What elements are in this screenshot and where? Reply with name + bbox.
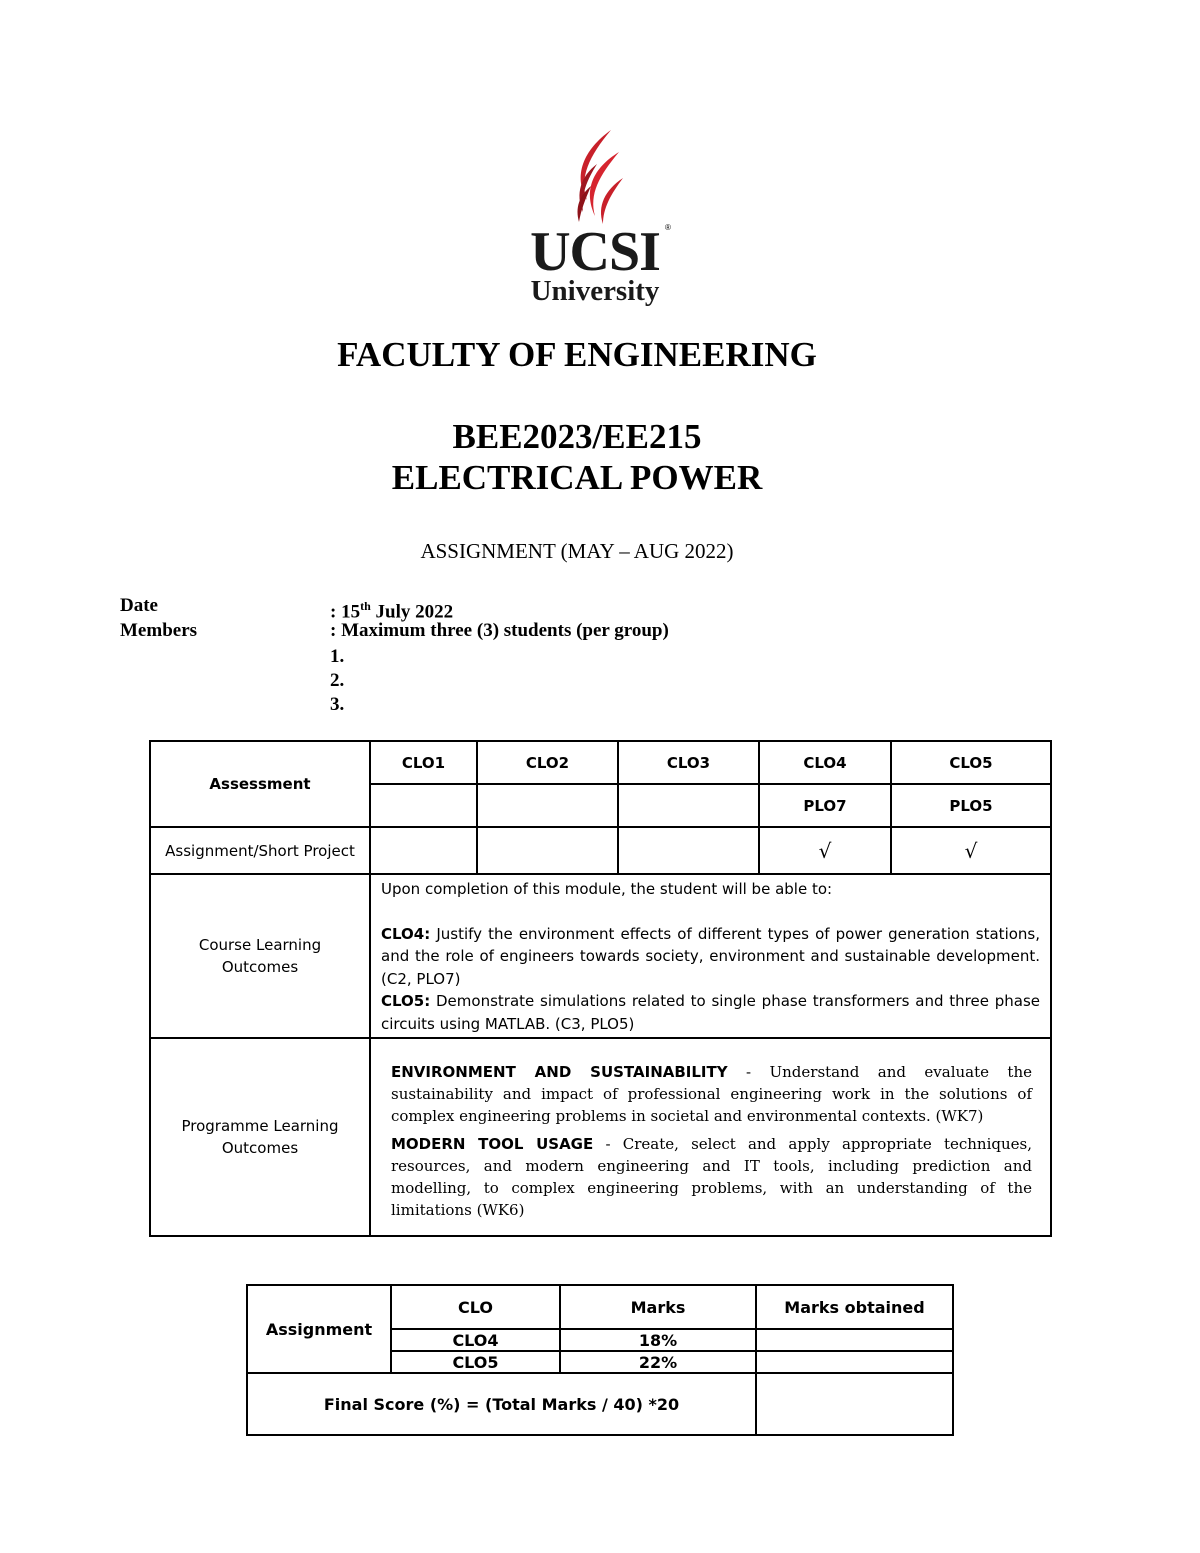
marks-column-header: Marks	[560, 1285, 756, 1329]
plo-header	[370, 784, 477, 827]
plo-header: PLO7	[759, 784, 891, 827]
clo-header: CLO5	[891, 741, 1051, 784]
plo5-description: MODERN TOOL USAGE - Create, select and apply appropriate techniques, resources, and modern engineering and IT tools, including prediction and modelling, to complex engineering problems, with an understanding of the limitations (WK6)	[391, 1135, 1032, 1219]
clo-header: CLO2	[477, 741, 618, 784]
check-mark: √	[891, 827, 1051, 874]
plo-section-label: Programme Learning Outcomes	[150, 1038, 370, 1236]
plo-header: PLO5	[891, 784, 1051, 827]
marks-cell: 22%	[560, 1351, 756, 1373]
logo-ucsi-text: UCSI	[530, 221, 660, 283]
plo-header	[618, 784, 759, 827]
mapping-cell	[370, 827, 477, 874]
mapping-cell	[477, 827, 618, 874]
final-score-formula: Final Score (%) = (Total Marks / 40) *20	[247, 1373, 756, 1435]
clo-header: CLO4	[759, 741, 891, 784]
clo-description	[370, 874, 1051, 1038]
plo-header	[477, 784, 618, 827]
clo-intro: Upon completion of this module, the student will be able to:	[381, 880, 833, 898]
clo4-description: CLO4: Justify the environment effects of different types of power generation stations, and the role of engineers towards society, environment and sustainable development. (C2, PLO7)	[381, 924, 1040, 988]
mapping-cell	[618, 827, 759, 874]
marks-table	[246, 1284, 954, 1436]
clo-header: CLO3	[618, 741, 759, 784]
clo-header: CLO1	[370, 741, 477, 784]
clo5-description: CLO5: Demonstrate simulations related to single phase transformers and three phase circuits using MATLAB. (C3, PLO5)	[381, 992, 1040, 1033]
assignment-title: ASSIGNMENT (MAY – AUG 2022)	[420, 539, 734, 563]
course-name: ELECTRICAL POWER	[391, 458, 763, 497]
assessment-table	[149, 740, 1052, 1237]
registered-mark: ®	[665, 223, 671, 232]
check-mark: √	[759, 827, 891, 874]
member-slot: 3.	[330, 694, 345, 715]
date-value: : 15th July 2022	[330, 599, 454, 623]
course-code: BEE2023/EE215	[452, 417, 702, 456]
logo-university-text: University	[530, 275, 660, 307]
faculty-title: FACULTY OF ENGINEERING	[337, 335, 817, 374]
members-value: : Maximum three (3) students (per group)	[330, 620, 669, 641]
clo-cell: CLO4	[391, 1329, 560, 1351]
date-label: Date	[120, 595, 158, 616]
member-slot: 2.	[330, 670, 345, 691]
assignment-row-label: Assignment/Short Project	[150, 827, 370, 874]
members-label: Members	[120, 620, 198, 641]
marks-obtained-cell	[756, 1329, 953, 1351]
flame-icon	[525, 128, 665, 226]
plo-description	[370, 1038, 1051, 1236]
marks-obtained-cell	[756, 1351, 953, 1373]
marks-cell: 18%	[560, 1329, 756, 1351]
member-slot: 1.	[330, 646, 345, 667]
marks-obtained-header: Marks obtained	[756, 1285, 953, 1329]
plo7-description: ENVIRONMENT AND SUSTAINABILITY - Understand and evaluate the sustainability and impact of professional engineering work in the solutions of complex engineering problems in societal and environmental contexts. (WK7)	[391, 1063, 1032, 1125]
assessment-header: Assessment	[150, 741, 370, 827]
clo-column-header: CLO	[391, 1285, 560, 1329]
final-score-cell	[756, 1373, 953, 1435]
university-logo	[525, 128, 675, 308]
assignment-header: Assignment	[247, 1285, 391, 1373]
clo-section-label: Course Learning Outcomes	[150, 874, 370, 1038]
clo-cell: CLO5	[391, 1351, 560, 1373]
